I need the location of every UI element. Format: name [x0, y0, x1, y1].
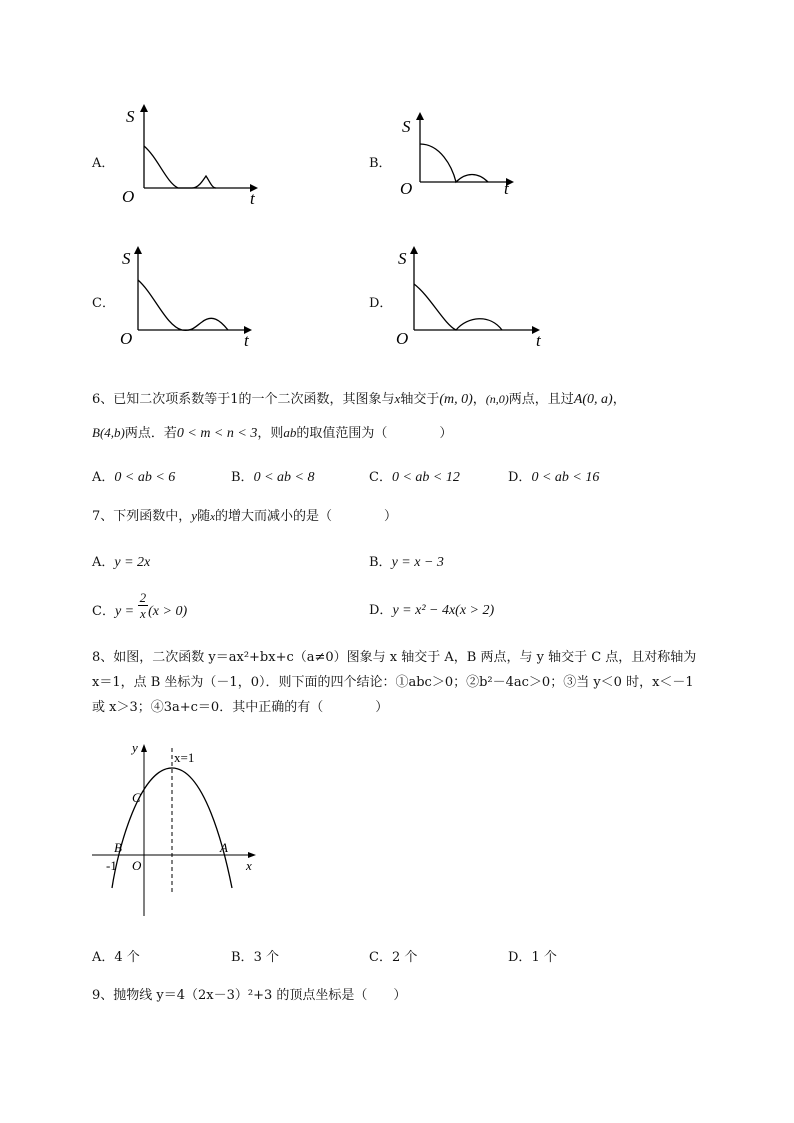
q6-text-e: ，则 [257, 426, 284, 441]
q8-option-d[interactable]: D．1 个 [508, 950, 557, 965]
q7-option-b[interactable]: B．y = x − 3 [369, 555, 444, 570]
q6-ab: ab [283, 425, 297, 440]
q6-option-b[interactable]: B．0 < ab < 8 [231, 470, 315, 485]
graph-c-s: S [122, 249, 131, 268]
q8-line1: 8、如图，二次函数 y＝ax²+bx+c（a≠0）图象与 x 轴交于 A，B 两点，与 y 轴交于 C 点，且对称轴为 [92, 650, 697, 665]
q7-option-c[interactable]: C．y = $\frac{2}{x}$ (x > 0) [92, 590, 188, 621]
q6-text-b: 轴交于 [400, 392, 440, 407]
graph-d-label: D． [369, 296, 393, 311]
graph-d [394, 242, 549, 352]
svg-text:-1: -1 [106, 858, 117, 873]
graph-a-curve [144, 146, 216, 188]
q7-stem: 7、下列函数中，y随x的增大而减小的是（ ） [92, 508, 397, 524]
svg-text:C: C [132, 790, 141, 805]
q6-option-d[interactable]: D．0 < ab < 16 [508, 470, 600, 485]
graph-d-t: t [536, 331, 541, 350]
q8-line2: x＝1，点 B 坐标为（－1，0）．则下面的四个结论：①abc＞0；②b²－4ac＞0；③当 y＜0 时，x＜－1 [92, 675, 694, 690]
svg-text:O: O [132, 858, 142, 873]
q6-condition: 0 < m < n < 3 [176, 426, 258, 441]
graph-b-s: S [402, 117, 411, 136]
graph-a-t: t [250, 189, 255, 208]
q6-option-c[interactable]: C．0 < ab < 12 [369, 470, 460, 485]
q6-text-c: 两点，且过 [508, 392, 574, 407]
graph-b-label: B． [369, 156, 392, 171]
q6-point-a: A(0, a) [573, 392, 613, 407]
svg-text:y: y [132, 740, 138, 755]
q6-point-m: (m, 0) [439, 392, 473, 407]
graph-a-label: A． [92, 156, 115, 171]
q6-line1 [92, 389, 626, 410]
q6-text-a: 6、已知二次项系数等于1的一个二次函数，其图象与 [92, 392, 395, 407]
q7-option-a[interactable]: A．y = 2x [92, 555, 151, 570]
svg-text:x=1: x=1 [174, 750, 195, 765]
graph-d-curve [414, 284, 502, 330]
graph-c-curve [138, 280, 228, 330]
graph-c-o: O [120, 329, 133, 348]
svg-text:A: A [220, 840, 228, 855]
q6-point-n: (n,0) [485, 392, 509, 406]
q6-point-b: B(4,b) [92, 425, 125, 440]
graph-c-t: t [244, 331, 249, 350]
q6-tail: ， [612, 392, 626, 407]
svg-text:B: B [114, 840, 122, 855]
graph-a-s: S [126, 107, 135, 126]
graph-b [396, 108, 526, 203]
q6-sep: ， [472, 392, 486, 407]
graph-d-s: S [398, 249, 407, 268]
graph-a-o: O [122, 187, 135, 206]
q8-option-a[interactable]: A．4 个 [92, 950, 140, 965]
graph-a [118, 100, 268, 210]
q6-text-d: 两点．若 [124, 426, 177, 441]
graph-d-o: O [396, 329, 409, 348]
q6-x-var: x [394, 391, 401, 406]
q8-option-b[interactable]: B．3 个 [231, 950, 279, 965]
q7-option-d[interactable]: D．y = x² − 4x(x > 2) [369, 603, 495, 618]
svg-text:x: x [246, 858, 252, 873]
q6-text-f: 的取值范围为（ ） [296, 426, 453, 441]
q8-line3: 或 x＞3；④3a+c＝0．其中正确的有（ ） [92, 700, 389, 715]
q6-option-a[interactable]: A．0 < ab < 6 [92, 470, 176, 485]
graph-c [116, 242, 266, 352]
graph-c-label: C． [92, 296, 115, 311]
q6-line2 [92, 423, 452, 444]
q8-option-c[interactable]: C．2 个 [369, 950, 418, 965]
graph-b-t: t [504, 179, 509, 198]
q9-stem: 9、抛物线 y＝4（2x－3）²+3 的顶点坐标是（ ） [92, 988, 407, 1003]
graph-b-curve [420, 144, 488, 182]
graph-b-o: O [400, 179, 413, 198]
q8-parabola-figure [88, 738, 268, 923]
